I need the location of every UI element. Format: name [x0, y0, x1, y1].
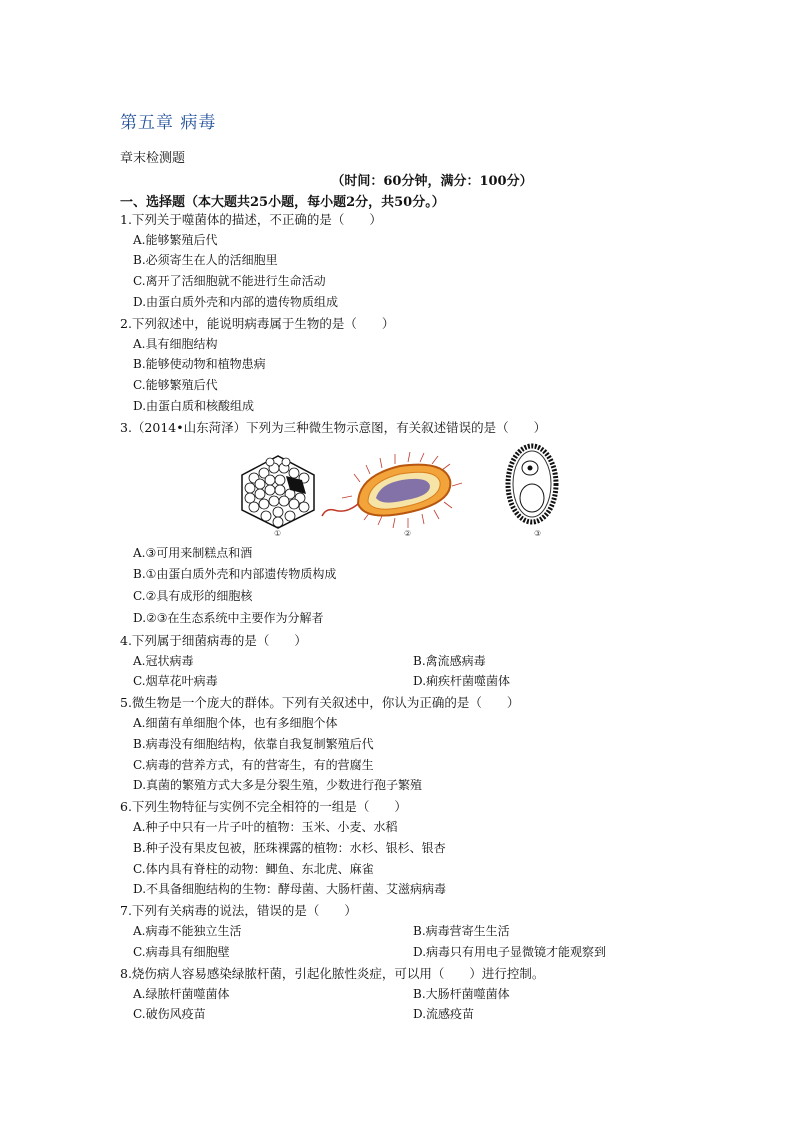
question-stem: 1.下列关于噬菌体的描述，不正确的是（ ）: [120, 212, 382, 227]
virus-diagram: [242, 456, 314, 528]
option: B.种子没有果皮包被，胚珠裸露的植物：水杉、银杉、银杏: [133, 841, 446, 855]
option: D.病毒只有用电子显微镜才能观察到: [413, 945, 607, 959]
option: D.痢疾杆菌噬菌体: [413, 674, 511, 688]
exam-info: （时间：60分钟，满分：100分）: [331, 174, 533, 189]
option: C.病毒具有细胞壁: [133, 945, 230, 959]
option: A.种子中只有一片子叶的植物：玉米、小麦、水稻: [133, 820, 398, 834]
option: A.具有细胞结构: [133, 337, 218, 351]
question-stem: 5.微生物是一个庞大的群体。下列有关叙述中，你认为正确的是（ ）: [120, 695, 520, 710]
question-stem: 8.烧伤病人容易感染绿脓杆菌，引起化脓性炎症，可以用（ ）进行控制。: [120, 966, 545, 981]
option: C.②具有成形的细胞核: [133, 589, 253, 603]
section-title: 一、选择题（本大题共25小题，每小题2分，共50分。）: [120, 195, 445, 210]
option: C.破伤风疫苗: [133, 1007, 206, 1021]
figure-label: ①: [274, 529, 282, 538]
page-subtitle: 章末检测题: [120, 151, 186, 166]
option: C.离开了活细胞就不能进行生命活动: [133, 274, 326, 288]
question-stem: 6.下列生物特征与实例不完全相符的一组是（ ）: [120, 799, 407, 814]
yeast-diagram: [508, 446, 556, 522]
chapter-title: 第五章 病毒: [120, 113, 217, 133]
option: B.禽流感病毒: [413, 654, 486, 668]
option: D.真菌的繁殖方式大多是分裂生殖，少数进行孢子繁殖: [133, 778, 423, 792]
question-stem: 7.下列有关病毒的说法，错误的是（ ）: [120, 903, 357, 918]
option: D.由蛋白质和核酸组成: [133, 399, 255, 413]
option: C.烟草花叶病毒: [133, 674, 218, 688]
microorganism-figure: [230, 440, 570, 540]
option: B.大肠杆菌噬菌体: [413, 987, 510, 1001]
figure-label: ③: [534, 529, 542, 538]
option: A.③可用来制糕点和酒: [133, 546, 253, 560]
question-stem: 3.（2014•山东菏泽）下列为三种微生物示意图，有关叙述错误的是（ ）: [120, 420, 547, 435]
option: B.必须寄生在人的活细胞里: [133, 253, 278, 267]
option: B.①由蛋白质外壳和内部遗传物质构成: [133, 567, 337, 581]
option: C.病毒的营养方式，有的营寄生，有的营腐生: [133, 758, 374, 772]
question-stem: 2.下列叙述中，能说明病毒属于生物的是（ ）: [120, 316, 395, 331]
figure-label: ②: [404, 529, 412, 538]
option: A.冠状病毒: [133, 654, 194, 668]
option: A.病毒不能独立生活: [133, 924, 242, 938]
option: D.②③在生态系统中主要作为分解者: [133, 611, 324, 625]
option: B.能够使动物和植物患病: [133, 357, 266, 371]
question-stem: 4.下列属于细菌病毒的是（ ）: [120, 633, 307, 648]
option: D.由蛋白质外壳和内部的遗传物质组成: [133, 295, 339, 309]
option: D.不具备细胞结构的生物：酵母菌、大肠杆菌、艾滋病病毒: [133, 882, 447, 896]
option: B.病毒没有细胞结构，依靠自我复制繁殖后代: [133, 737, 374, 751]
bacterium-diagram: [322, 452, 462, 528]
option: A.能够繁殖后代: [133, 233, 218, 247]
option: B.病毒营寄生生活: [413, 924, 510, 938]
option: D.流感疫苗: [413, 1007, 475, 1021]
option: C.能够繁殖后代: [133, 378, 218, 392]
option: A.绿脓杆菌噬菌体: [133, 987, 230, 1001]
option: A.细菌有单细胞个体，也有多细胞个体: [133, 716, 338, 730]
option: C.体内具有脊柱的动物：鲫鱼、东北虎、麻雀: [133, 862, 374, 876]
